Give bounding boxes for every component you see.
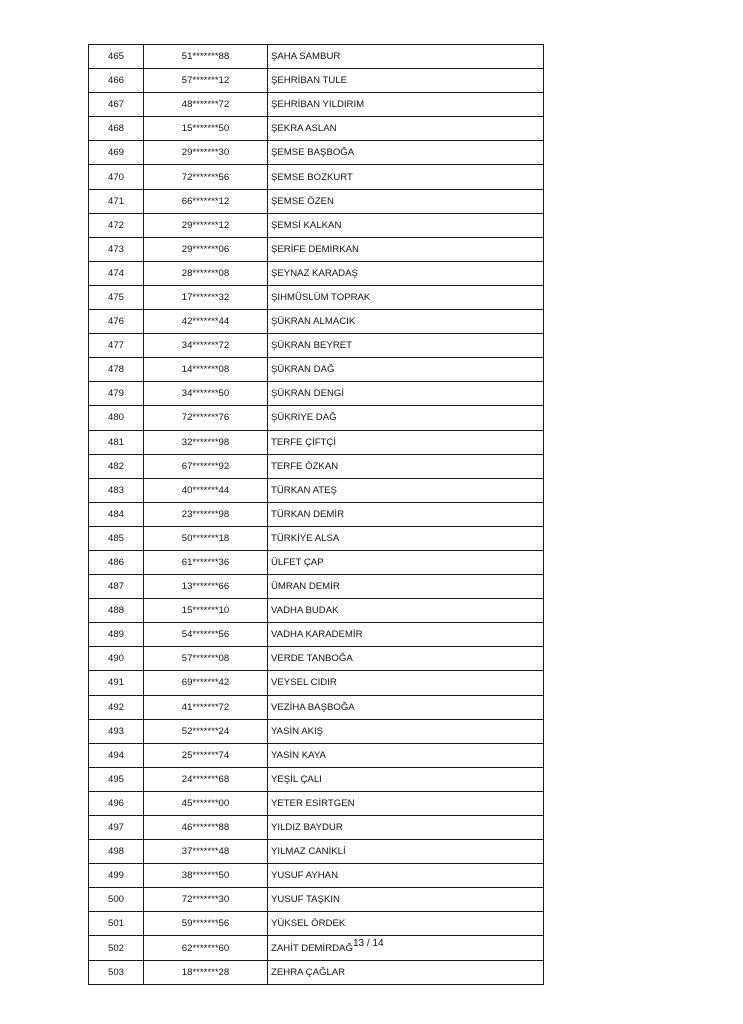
table-row	[89, 647, 544, 671]
table-row	[89, 45, 544, 69]
row-number-cell: 485	[89, 526, 144, 550]
table-row	[89, 382, 544, 406]
row-number-cell: 500	[89, 888, 144, 912]
row-number-cell: 472	[89, 213, 144, 237]
table-row	[89, 816, 544, 840]
full-name-cell: TÜRKAN DEMİR	[268, 502, 544, 526]
full-name-cell: YUSUF TAŞKIN	[268, 888, 544, 912]
masked-id-cell: 57*******08	[144, 647, 268, 671]
table-row	[89, 695, 544, 719]
full-name-cell: YÜKSEL ÖRDEK	[268, 912, 544, 936]
table-row	[89, 502, 544, 526]
masked-id-cell: 29*******06	[144, 237, 268, 261]
row-number-cell: 467	[89, 93, 144, 117]
row-number-cell: 493	[89, 719, 144, 743]
masked-id-cell: 67*******92	[144, 454, 268, 478]
full-name-cell: ŞEKRA ASLAN	[268, 117, 544, 141]
table-row	[89, 237, 544, 261]
table-row	[89, 888, 544, 912]
masked-id-cell: 14*******08	[144, 358, 268, 382]
masked-id-cell: 24*******68	[144, 767, 268, 791]
row-number-cell: 476	[89, 310, 144, 334]
row-number-cell: 475	[89, 285, 144, 309]
row-number-cell: 479	[89, 382, 144, 406]
masked-id-cell: 28*******08	[144, 261, 268, 285]
table-row	[89, 117, 544, 141]
masked-id-cell: 72*******76	[144, 406, 268, 430]
masked-id-cell: 38*******50	[144, 864, 268, 888]
masked-id-cell: 37*******48	[144, 840, 268, 864]
full-name-cell: ŞERİFE DEMİRKAN	[268, 237, 544, 261]
row-number-cell: 492	[89, 695, 144, 719]
table-row	[89, 960, 544, 984]
row-number-cell: 501	[89, 912, 144, 936]
masked-id-cell: 72*******30	[144, 888, 268, 912]
full-name-cell: ŞEMSE ÖZEN	[268, 189, 544, 213]
table-row	[89, 93, 544, 117]
table-row	[89, 526, 544, 550]
masked-id-cell: 15*******10	[144, 599, 268, 623]
table-row	[89, 864, 544, 888]
table-row	[89, 189, 544, 213]
row-number-cell: 470	[89, 165, 144, 189]
full-name-cell: ŞEMSE BOZKURT	[268, 165, 544, 189]
masked-id-cell: 42*******44	[144, 310, 268, 334]
table-row	[89, 671, 544, 695]
table-row	[89, 599, 544, 623]
table-row	[89, 141, 544, 165]
masked-id-cell: 17*******32	[144, 285, 268, 309]
masked-id-cell: 51*******88	[144, 45, 268, 69]
table-row	[89, 791, 544, 815]
full-name-cell: ŞIHMÜSLÜM TOPRAK	[268, 285, 544, 309]
row-number-cell: 498	[89, 840, 144, 864]
full-name-cell: ŞÜKRAN DENGİ	[268, 382, 544, 406]
table-row	[89, 261, 544, 285]
full-name-cell: VADHA KARADEMİR	[268, 623, 544, 647]
masked-id-cell: 34*******50	[144, 382, 268, 406]
table-row	[89, 743, 544, 767]
row-number-cell: 473	[89, 237, 144, 261]
full-name-cell: VEZİHA BAŞBOĞA	[268, 695, 544, 719]
masked-id-cell: 52*******24	[144, 719, 268, 743]
row-number-cell: 488	[89, 599, 144, 623]
masked-id-cell: 62*******60	[144, 936, 268, 960]
full-name-cell: VERDE TANBOĞA	[268, 647, 544, 671]
records-table	[88, 44, 544, 985]
row-number-cell: 495	[89, 767, 144, 791]
row-number-cell: 474	[89, 261, 144, 285]
full-name-cell: ŞEYNAZ KARADAŞ	[268, 261, 544, 285]
table-row	[89, 912, 544, 936]
row-number-cell: 469	[89, 141, 144, 165]
masked-id-cell: 34*******72	[144, 334, 268, 358]
masked-id-cell: 13*******66	[144, 575, 268, 599]
row-number-cell: 478	[89, 358, 144, 382]
table-row	[89, 575, 544, 599]
table-row	[89, 840, 544, 864]
row-number-cell: 480	[89, 406, 144, 430]
full-name-cell: ŞÜKRAN ALMACIK	[268, 310, 544, 334]
table-row	[89, 406, 544, 430]
masked-id-cell: 61*******36	[144, 550, 268, 574]
row-number-cell: 502	[89, 936, 144, 960]
page-number: 13 / 14	[353, 938, 384, 949]
row-number-cell: 491	[89, 671, 144, 695]
table-row	[89, 430, 544, 454]
full-name-cell: TERFE ÖZKAN	[268, 454, 544, 478]
row-number-cell: 484	[89, 502, 144, 526]
row-number-cell: 465	[89, 45, 144, 69]
full-name-cell: ZEHRA ÇAĞLAR	[268, 960, 544, 984]
masked-id-cell: 46*******88	[144, 816, 268, 840]
full-name-cell: YILDIZ BAYDUR	[268, 816, 544, 840]
table-row	[89, 69, 544, 93]
table-row	[89, 767, 544, 791]
row-number-cell: 482	[89, 454, 144, 478]
full-name-cell: ŞEHRİBAN YILDIRIM	[268, 93, 544, 117]
full-name-cell: TERFE ÇİFTÇİ	[268, 430, 544, 454]
masked-id-cell: 50*******18	[144, 526, 268, 550]
masked-id-cell: 23*******98	[144, 502, 268, 526]
full-name-cell: YASİN AKIŞ	[268, 719, 544, 743]
table-row	[89, 478, 544, 502]
row-number-cell: 483	[89, 478, 144, 502]
masked-id-cell: 48*******72	[144, 93, 268, 117]
full-name-cell: YILMAZ CANİKLİ	[268, 840, 544, 864]
full-name-cell: YETER ESİRTGEN	[268, 791, 544, 815]
full-name-cell: VEYSEL CIDIR	[268, 671, 544, 695]
table-row	[89, 550, 544, 574]
table-row	[89, 358, 544, 382]
table-row	[89, 165, 544, 189]
full-name-cell: ZAHİT DEMİRDAĞ	[268, 936, 544, 960]
table-row	[89, 310, 544, 334]
records-table-container	[88, 44, 539, 985]
masked-id-cell: 59*******56	[144, 912, 268, 936]
full-name-cell: ŞEMSE BAŞBOĞA	[268, 141, 544, 165]
row-number-cell: 486	[89, 550, 144, 574]
full-name-cell: ŞEHRİBAN TULE	[268, 69, 544, 93]
masked-id-cell: 66*******12	[144, 189, 268, 213]
row-number-cell: 489	[89, 623, 144, 647]
full-name-cell: ŞAHA SAMBUR	[268, 45, 544, 69]
full-name-cell: YEŞİL ÇALI	[268, 767, 544, 791]
row-number-cell: 503	[89, 960, 144, 984]
full-name-cell: ÜMRAN DEMİR	[268, 575, 544, 599]
full-name-cell: TÜRKİYE ALSA	[268, 526, 544, 550]
row-number-cell: 468	[89, 117, 144, 141]
full-name-cell: ÜLFET ÇAP	[268, 550, 544, 574]
row-number-cell: 466	[89, 69, 144, 93]
full-name-cell: ŞEMSİ KALKAN	[268, 213, 544, 237]
masked-id-cell: 32*******98	[144, 430, 268, 454]
row-number-cell: 481	[89, 430, 144, 454]
full-name-cell: VADHA BUDAK	[268, 599, 544, 623]
table-row	[89, 334, 544, 358]
masked-id-cell: 18*******28	[144, 960, 268, 984]
table-row	[89, 623, 544, 647]
table-row	[89, 213, 544, 237]
full-name-cell: ŞÜKRİYE DAĞ	[268, 406, 544, 430]
full-name-cell: ŞÜKRAN DAĞ	[268, 358, 544, 382]
masked-id-cell: 57*******12	[144, 69, 268, 93]
row-number-cell: 497	[89, 816, 144, 840]
row-number-cell: 477	[89, 334, 144, 358]
row-number-cell: 494	[89, 743, 144, 767]
row-number-cell: 496	[89, 791, 144, 815]
full-name-cell: YUSUF AYHAN	[268, 864, 544, 888]
row-number-cell: 471	[89, 189, 144, 213]
table-row	[89, 285, 544, 309]
masked-id-cell: 45*******00	[144, 791, 268, 815]
row-number-cell: 487	[89, 575, 144, 599]
records-table-body	[89, 45, 544, 985]
full-name-cell: YASİN KAYA	[268, 743, 544, 767]
row-number-cell: 499	[89, 864, 144, 888]
masked-id-cell: 69*******42	[144, 671, 268, 695]
table-row	[89, 454, 544, 478]
masked-id-cell: 54*******56	[144, 623, 268, 647]
masked-id-cell: 25*******74	[144, 743, 268, 767]
table-row	[89, 936, 544, 960]
row-number-cell: 490	[89, 647, 144, 671]
masked-id-cell: 40*******44	[144, 478, 268, 502]
masked-id-cell: 41*******72	[144, 695, 268, 719]
masked-id-cell: 29*******30	[144, 141, 268, 165]
masked-id-cell: 15*******50	[144, 117, 268, 141]
table-row	[89, 719, 544, 743]
masked-id-cell: 72*******56	[144, 165, 268, 189]
masked-id-cell: 29*******12	[144, 213, 268, 237]
full-name-cell: ŞÜKRAN BEYRET	[268, 334, 544, 358]
full-name-cell: TÜRKAN ATEŞ	[268, 478, 544, 502]
